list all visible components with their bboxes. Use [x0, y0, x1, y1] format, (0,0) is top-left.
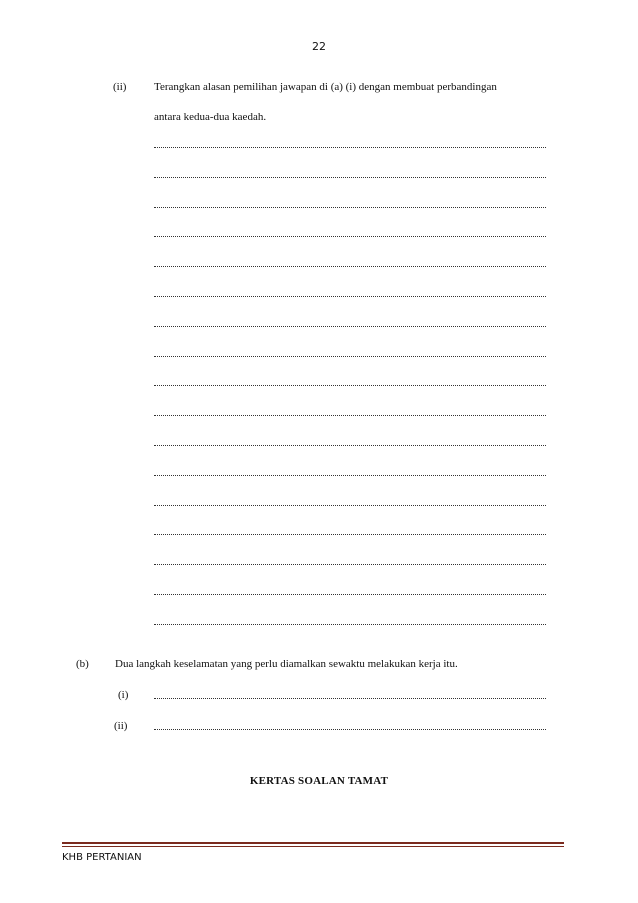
answer-line[interactable] [154, 296, 546, 297]
answer-line[interactable] [154, 594, 546, 595]
footer-text: KHB PERTANIAN [62, 852, 142, 863]
answer-line[interactable] [154, 534, 546, 535]
question-b-item-ii-label: (ii) [114, 720, 128, 732]
answer-line-b-ii[interactable] [154, 729, 546, 730]
answer-line-b-i[interactable] [154, 698, 546, 699]
question-b-text: Dua langkah keselamatan yang perlu diamalkan sewaktu melakukan kerja itu. [115, 658, 458, 670]
page-number: 22 [312, 40, 326, 53]
answer-line[interactable] [154, 475, 546, 476]
answer-line[interactable] [154, 564, 546, 565]
answer-line[interactable] [154, 207, 546, 208]
question-b-item-i-label: (i) [118, 689, 129, 701]
answer-line[interactable] [154, 147, 546, 148]
footer-rule-thin [62, 846, 564, 847]
answer-line[interactable] [154, 356, 546, 357]
closing-text: KERTAS SOALAN TAMAT [249, 775, 389, 787]
answer-line[interactable] [154, 326, 546, 327]
answer-line[interactable] [154, 415, 546, 416]
question-a-ii-text-line2: antara kedua-dua kaedah. [154, 111, 267, 123]
answer-line[interactable] [154, 236, 546, 237]
answer-line[interactable] [154, 445, 546, 446]
answer-line[interactable] [154, 266, 546, 267]
question-a-ii-text-line1: Terangkan alasan pemilihan jawapan di (a) (i) dengan membuat perbandingan [154, 81, 497, 93]
answer-line[interactable] [154, 624, 546, 625]
answer-line[interactable] [154, 385, 546, 386]
question-a-ii-label: (ii) [113, 81, 127, 93]
answer-line[interactable] [154, 505, 546, 506]
footer-rule [62, 842, 564, 844]
answer-line[interactable] [154, 177, 546, 178]
question-b-label: (b) [76, 658, 89, 670]
